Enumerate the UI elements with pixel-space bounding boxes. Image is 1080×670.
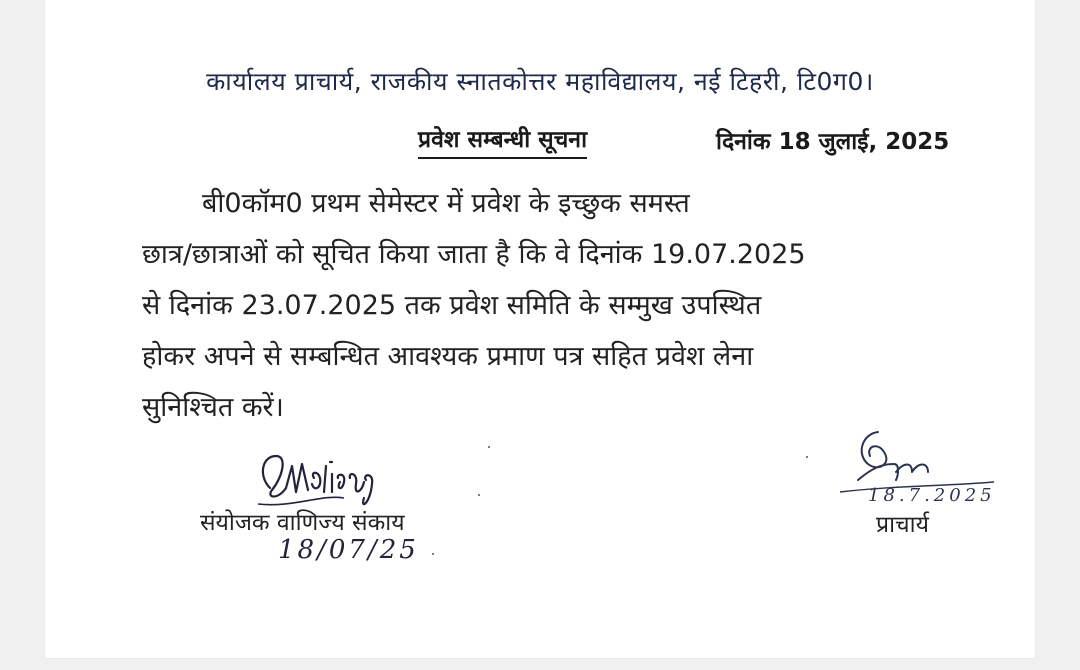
ink-speck: [432, 553, 434, 555]
body-line-3: से दिनांक 23.07.2025 तक प्रवेश समिति के सम्मुख उपस्थित: [142, 290, 762, 321]
ink-speck: [488, 446, 490, 448]
notice-body: [142, 178, 992, 433]
coordinator-title: संयोजक वाणिज्य संकाय: [200, 510, 405, 536]
office-heading: कार्यालय प्राचार्य, राजकीय स्नातकोत्तर महाविद्यालय, नई टिहरी, टि0ग0।: [206, 67, 874, 96]
principal-handwritten-date: 18.7.2025: [868, 485, 996, 506]
body-line-2: छात्र/छात्राओं को सूचित किया जाता है कि वे दिनांक 19.07.2025: [142, 239, 806, 270]
body-line-4: होकर अपने से सम्बन्धित आवश्यक प्रमाण पत्र सहित प्रवेश लेना: [142, 341, 754, 372]
body-line-1: बी0कॉम0 प्रथम सेमेस्टर में प्रवेश के इच्छुक समस्त: [202, 188, 690, 219]
notice-subject: प्रवेश सम्बन्धी सूचना: [418, 122, 587, 159]
ink-speck: [478, 494, 480, 496]
ink-speck: [806, 456, 808, 458]
body-line-5: सुनिश्चित करें।: [142, 392, 284, 423]
coordinator-handwritten-date: 18/07/25: [278, 535, 419, 565]
notice-date: दिनांक 18 जुलाई, 2025: [716, 129, 950, 155]
principal-title: प्राचार्य: [876, 512, 929, 538]
